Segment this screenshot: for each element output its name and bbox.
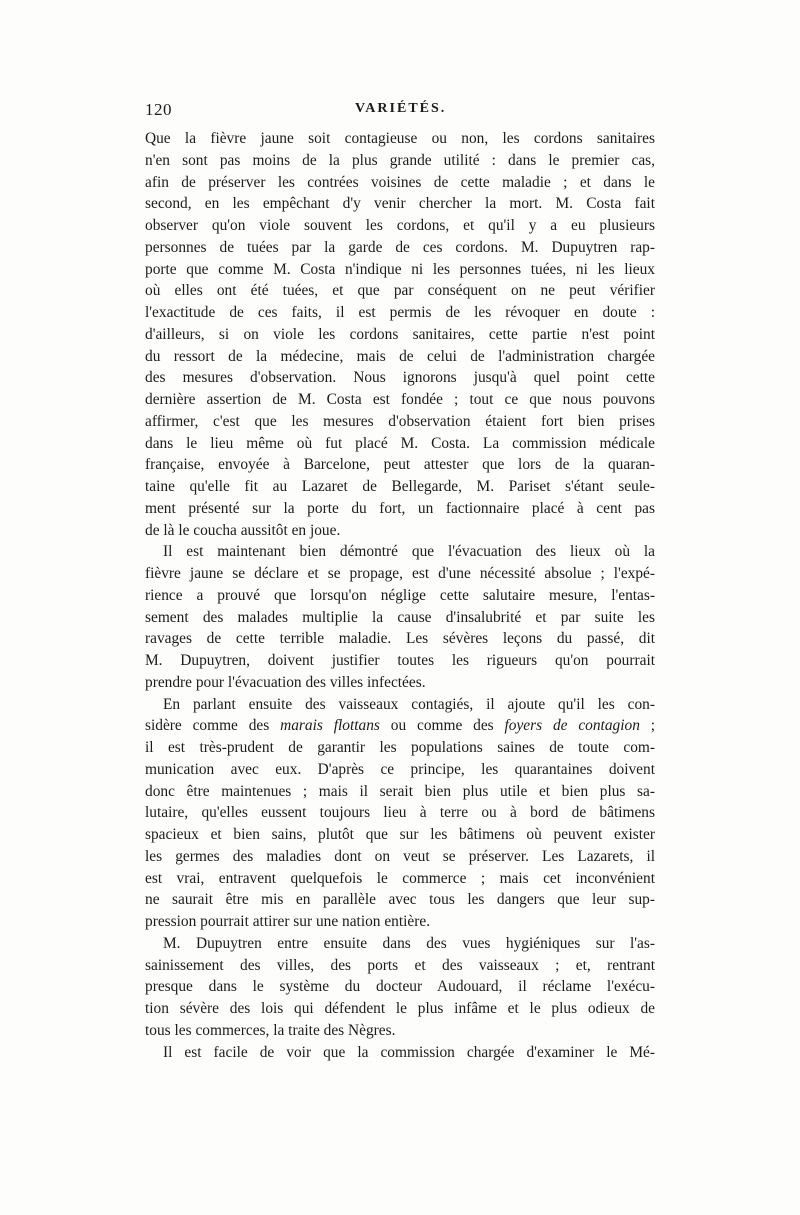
text-line: l'exactitude de ces faits, il est permis de les révoquer en doute : bbox=[145, 304, 655, 321]
text-line: tous les commerces, la traite des Nègres. bbox=[145, 1021, 396, 1039]
text-line: du ressort de la médecine, mais de celui de l'administration chargée bbox=[145, 347, 655, 365]
italic-phrase: foyers de contagion bbox=[504, 717, 640, 735]
text-line: de là le coucha aussitôt en joue. bbox=[145, 521, 341, 539]
text-line: sement des malades multiplie la cause d'insalubrité et par suite les bbox=[145, 608, 655, 626]
text-line: afin de préserver les contrées voisines de cette maladie ; et dans le bbox=[145, 173, 655, 191]
text-line: M. Dupuytren entre ensuite dans des vues hygiéniques sur l'as- bbox=[163, 934, 655, 952]
text-line: M. Dupuytren, doivent justifier toutes les rigueurs qu'on pourrait bbox=[145, 652, 655, 669]
text-line: observer qu'on viole souvent les cordons, et qu'il y a eu plusieurs bbox=[145, 217, 655, 234]
text-line: second, en les empêchant d'y venir chercher la mort. M. Costa fait bbox=[145, 195, 655, 213]
text-line: pression pourrait attirer sur une nation entière. bbox=[145, 913, 431, 930]
italic-phrase: marais flottans bbox=[280, 717, 380, 735]
text-line: personnes de tuées par la garde de ces cordons. M. Dupuytren rap- bbox=[145, 238, 655, 256]
page-header bbox=[145, 100, 655, 124]
text-line: dans le lieu même où fut placé M. Costa. La commission médicale bbox=[145, 434, 655, 452]
paragraph-evacuation bbox=[145, 541, 655, 693]
paragraph-vaisseaux bbox=[145, 694, 655, 933]
text-line: où elles ont été tuées, et que par conséquent on ne peut vérifier bbox=[145, 282, 655, 300]
text-line: des mesures d'observation. Nous ignorons jusqu'à quel point cette bbox=[145, 369, 655, 387]
text-line: affirmer, c'est que les mesures d'observation étaient fort bien prises bbox=[145, 412, 655, 430]
text-line: fièvre jaune se déclare et se propage, est d'une nécessité absolue ; l'expé- bbox=[145, 565, 655, 582]
text-line: spacieux et bien sains, plutôt que sur les bâtimens où peuvent exister bbox=[145, 826, 655, 843]
text-line: dernière assertion de M. Costa est fondée ; tout ce que nous pouvons bbox=[145, 391, 655, 408]
text-line: d'ailleurs, si on viole les cordons sanitaires, cette partie n'est point bbox=[145, 325, 655, 343]
text-line: les germes des maladies dont on veut se préserver. Les Lazarets, il bbox=[145, 847, 655, 865]
text-line: En parlant ensuite des vaisseaux contagiés, il ajoute qu'il les con- bbox=[163, 695, 655, 713]
text-line: tion sévère des lois qui défendent le plus infâme et le plus odieux de bbox=[145, 1000, 655, 1017]
paragraph-cordons-sanitaires bbox=[145, 128, 655, 541]
text-line: Il est facile de voir que la commission chargée d'examiner le Mé- bbox=[163, 1043, 655, 1061]
text-line: prendre pour l'évacuation des villes infectées. bbox=[145, 673, 426, 691]
page-number: 120 bbox=[145, 100, 172, 119]
paragraph-commission bbox=[145, 1042, 655, 1064]
running-title: VARIÉTÉS. bbox=[355, 101, 447, 116]
text-line: taine qu'elle fit au Lazaret de Bellegarde, M. Pariset s'étant seule- bbox=[145, 478, 655, 495]
text-line: il est très-prudent de garantir les populations saines de toute com- bbox=[145, 739, 655, 756]
text-line: porte que comme M. Costa n'indique ni les personnes tuées, ni les lieux bbox=[145, 260, 655, 278]
body-text bbox=[145, 128, 655, 1063]
text-line: ment présenté sur la porte du fort, un factionnaire placé à cent pas bbox=[145, 499, 655, 517]
text-line: française, envoyée à Barcelone, peut attester que lors de la quaran- bbox=[145, 456, 655, 474]
text-line: Que la fièvre jaune soit contagieuse ou non, les cordons sanitaires bbox=[145, 130, 655, 147]
text-line: ne saurait être mis en parallèle avec tous les dangers que leur sup- bbox=[145, 891, 655, 909]
text-line: n'en sont pas moins de la plus grande utilité : dans le premier cas, bbox=[145, 151, 655, 169]
text-line: est vrai, entravent quelquefois le commerce ; mais cet inconvénient bbox=[145, 869, 655, 887]
text-line: lutaire, qu'elles eussent toujours lieu à terre ou à bord de bâtimens bbox=[145, 804, 655, 822]
text-line: munication avec eux. D'après ce principe, les quarantaines doivent bbox=[145, 760, 655, 778]
text-line: donc être maintenues ; mais il serait bien plus utile et bien plus sa- bbox=[145, 782, 655, 800]
text-line-italic: sidère comme des marais flottans ou comme des foyers de contagion ; bbox=[145, 717, 655, 735]
paragraph-hygiene bbox=[145, 933, 655, 1042]
text-line: sainissement des villes, des ports et des vaisseaux ; et, rentrant bbox=[145, 956, 655, 974]
text-line: ravages de cette terrible maladie. Les sévères leçons du passé, dit bbox=[145, 630, 655, 648]
text-line: presque dans le système du docteur Audouard, il réclame l'exécu- bbox=[145, 978, 655, 996]
text-line: Il est maintenant bien démontré que l'évacuation des lieux où la bbox=[163, 543, 655, 561]
text-line: rience a prouvé que lorsqu'on néglige cette salutaire mesure, l'entas- bbox=[145, 586, 655, 604]
